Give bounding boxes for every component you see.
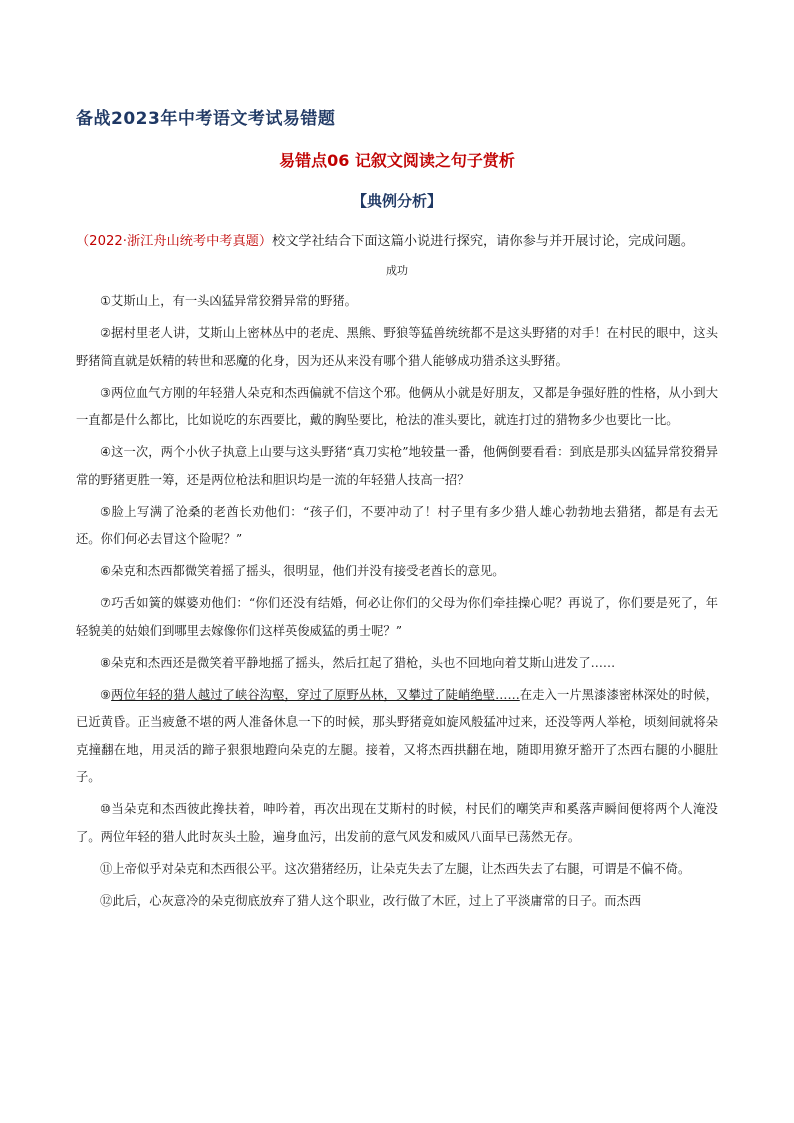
paragraph-5: ⑤脸上写满了沧桑的老酋长劝他们：“孩子们，不要冲动了！村子里有多少猎人雄心勃勃地去猎猪，都是有去无还。你们何必去冒这个险呢？”: [76, 504, 718, 546]
paragraph-12: ⑫此后，心灰意冷的朵克彻底放弃了猎人这个职业，改行做了木匠，过上了平淡庸常的日子。而杰西: [100, 893, 642, 908]
paragraph-11: ⑪上帝似乎对朵克和杰西很公平。这次猎猪经历，让朵克失去了左腿，让杰西失去了右腿，可谓是不偏不倚。: [100, 861, 691, 876]
question-prompt: [76, 230, 736, 249]
paragraph-7: ⑦巧舌如簧的媒婆劝他们：“你们还没有结婚，何必让你们的父母为你们牵挂操心呢？再说了，你们要是死了，年轻貌美的姑娘们到哪里去嫁像你们这样英俊威猛的勇士呢？”: [76, 596, 718, 638]
underlined-sentence: 两位年轻的猎人越过了峡谷沟壑，穿过了原野丛林，又攀过了陡峭绝壁……: [111, 687, 520, 702]
paragraph-6: ⑥朵克和杰西都微笑着摇了摇头，很明显，他们并没有接受老酋长的意见。: [100, 564, 505, 578]
paragraph-9: ⑨两位年轻的猎人越过了峡谷沟壑，穿过了原野丛林，又攀过了陡峭绝壁……在走入一片黑漆漆密林深处的时候，已近黄昏。正当疲惫不堪的两人准备休息一下的时候，那头野猪竟如旋风般猛冲过来，还没等两人举枪，顷刻间就将朵克撞翻在地，用灵活的蹄子狠狠地蹬向朵克的左腿。接着，又将杰西拱翻在地，随即用獠牙豁开了杰西右腿的小腿肚子。: [76, 687, 718, 784]
series-title: 备战2023年中考语文考试易错题: [76, 109, 336, 129]
paragraph-8: ⑧朵克和杰西还是微笑着平静地摇了摇头，然后扛起了猎枪，头也不回地向着艾斯山进发了……: [100, 655, 616, 670]
paragraph-1: ①艾斯山上，有一头凶猛异常狡猾异常的野猪。: [100, 294, 357, 308]
story-body: [76, 288, 718, 920]
paragraph-2: ②据村里老人讲，艾斯山上密林丛中的老虎、黑熊、野狼等猛兽统统都不是这头野猪的对手！在村民的眼中，这头野猪简直就是妖精的转世和恶魔的化身，因为还从来没有哪个猎人能够成功猎杀这头野猪。: [76, 326, 718, 368]
paragraph-10: ⑩当朵克和杰西彼此搀扶着，呻吟着，再次出现在艾斯村的时候，村民们的嘲笑声和奚落声瞬间便将两个人淹没了。两位年轻的猎人此时灰头土脸，遍身血污，出发前的意气风发和威风八面早已荡然无存。: [76, 802, 718, 844]
paragraph-3: ③两位血气方刚的年轻猎人朵克和杰西偏就不信这个邪。他俩从小就是好朋友，又都是争强好胜的性格，从小到大一直都是什么都比，比如说吃的东西要比，戴的胸坠要比，枪法的准头要比，就连打过的猎物多少也要比一比。: [76, 385, 718, 427]
story-title: 成功: [386, 264, 408, 277]
point-title: 易错点06 记叙文阅读之句子赏析: [279, 151, 515, 170]
section-title: 【典例分析】: [351, 192, 442, 210]
question-source: （2022·浙江舟山统考中考真题）: [76, 234, 273, 249]
paragraph-4: ④这一次，两个小伙子执意上山要与这头野猪“真刀实枪”地较量一番，他俩倒要看看：到底是那头凶猛异常狡猾异常的野猪更胜一筹，还是两位枪法和胆识均是一流的年轻猎人技高一招？: [76, 445, 718, 487]
question-text: 校文学社结合下面这篇小说进行探究，请你参与并开展讨论，完成问题。: [272, 234, 695, 249]
